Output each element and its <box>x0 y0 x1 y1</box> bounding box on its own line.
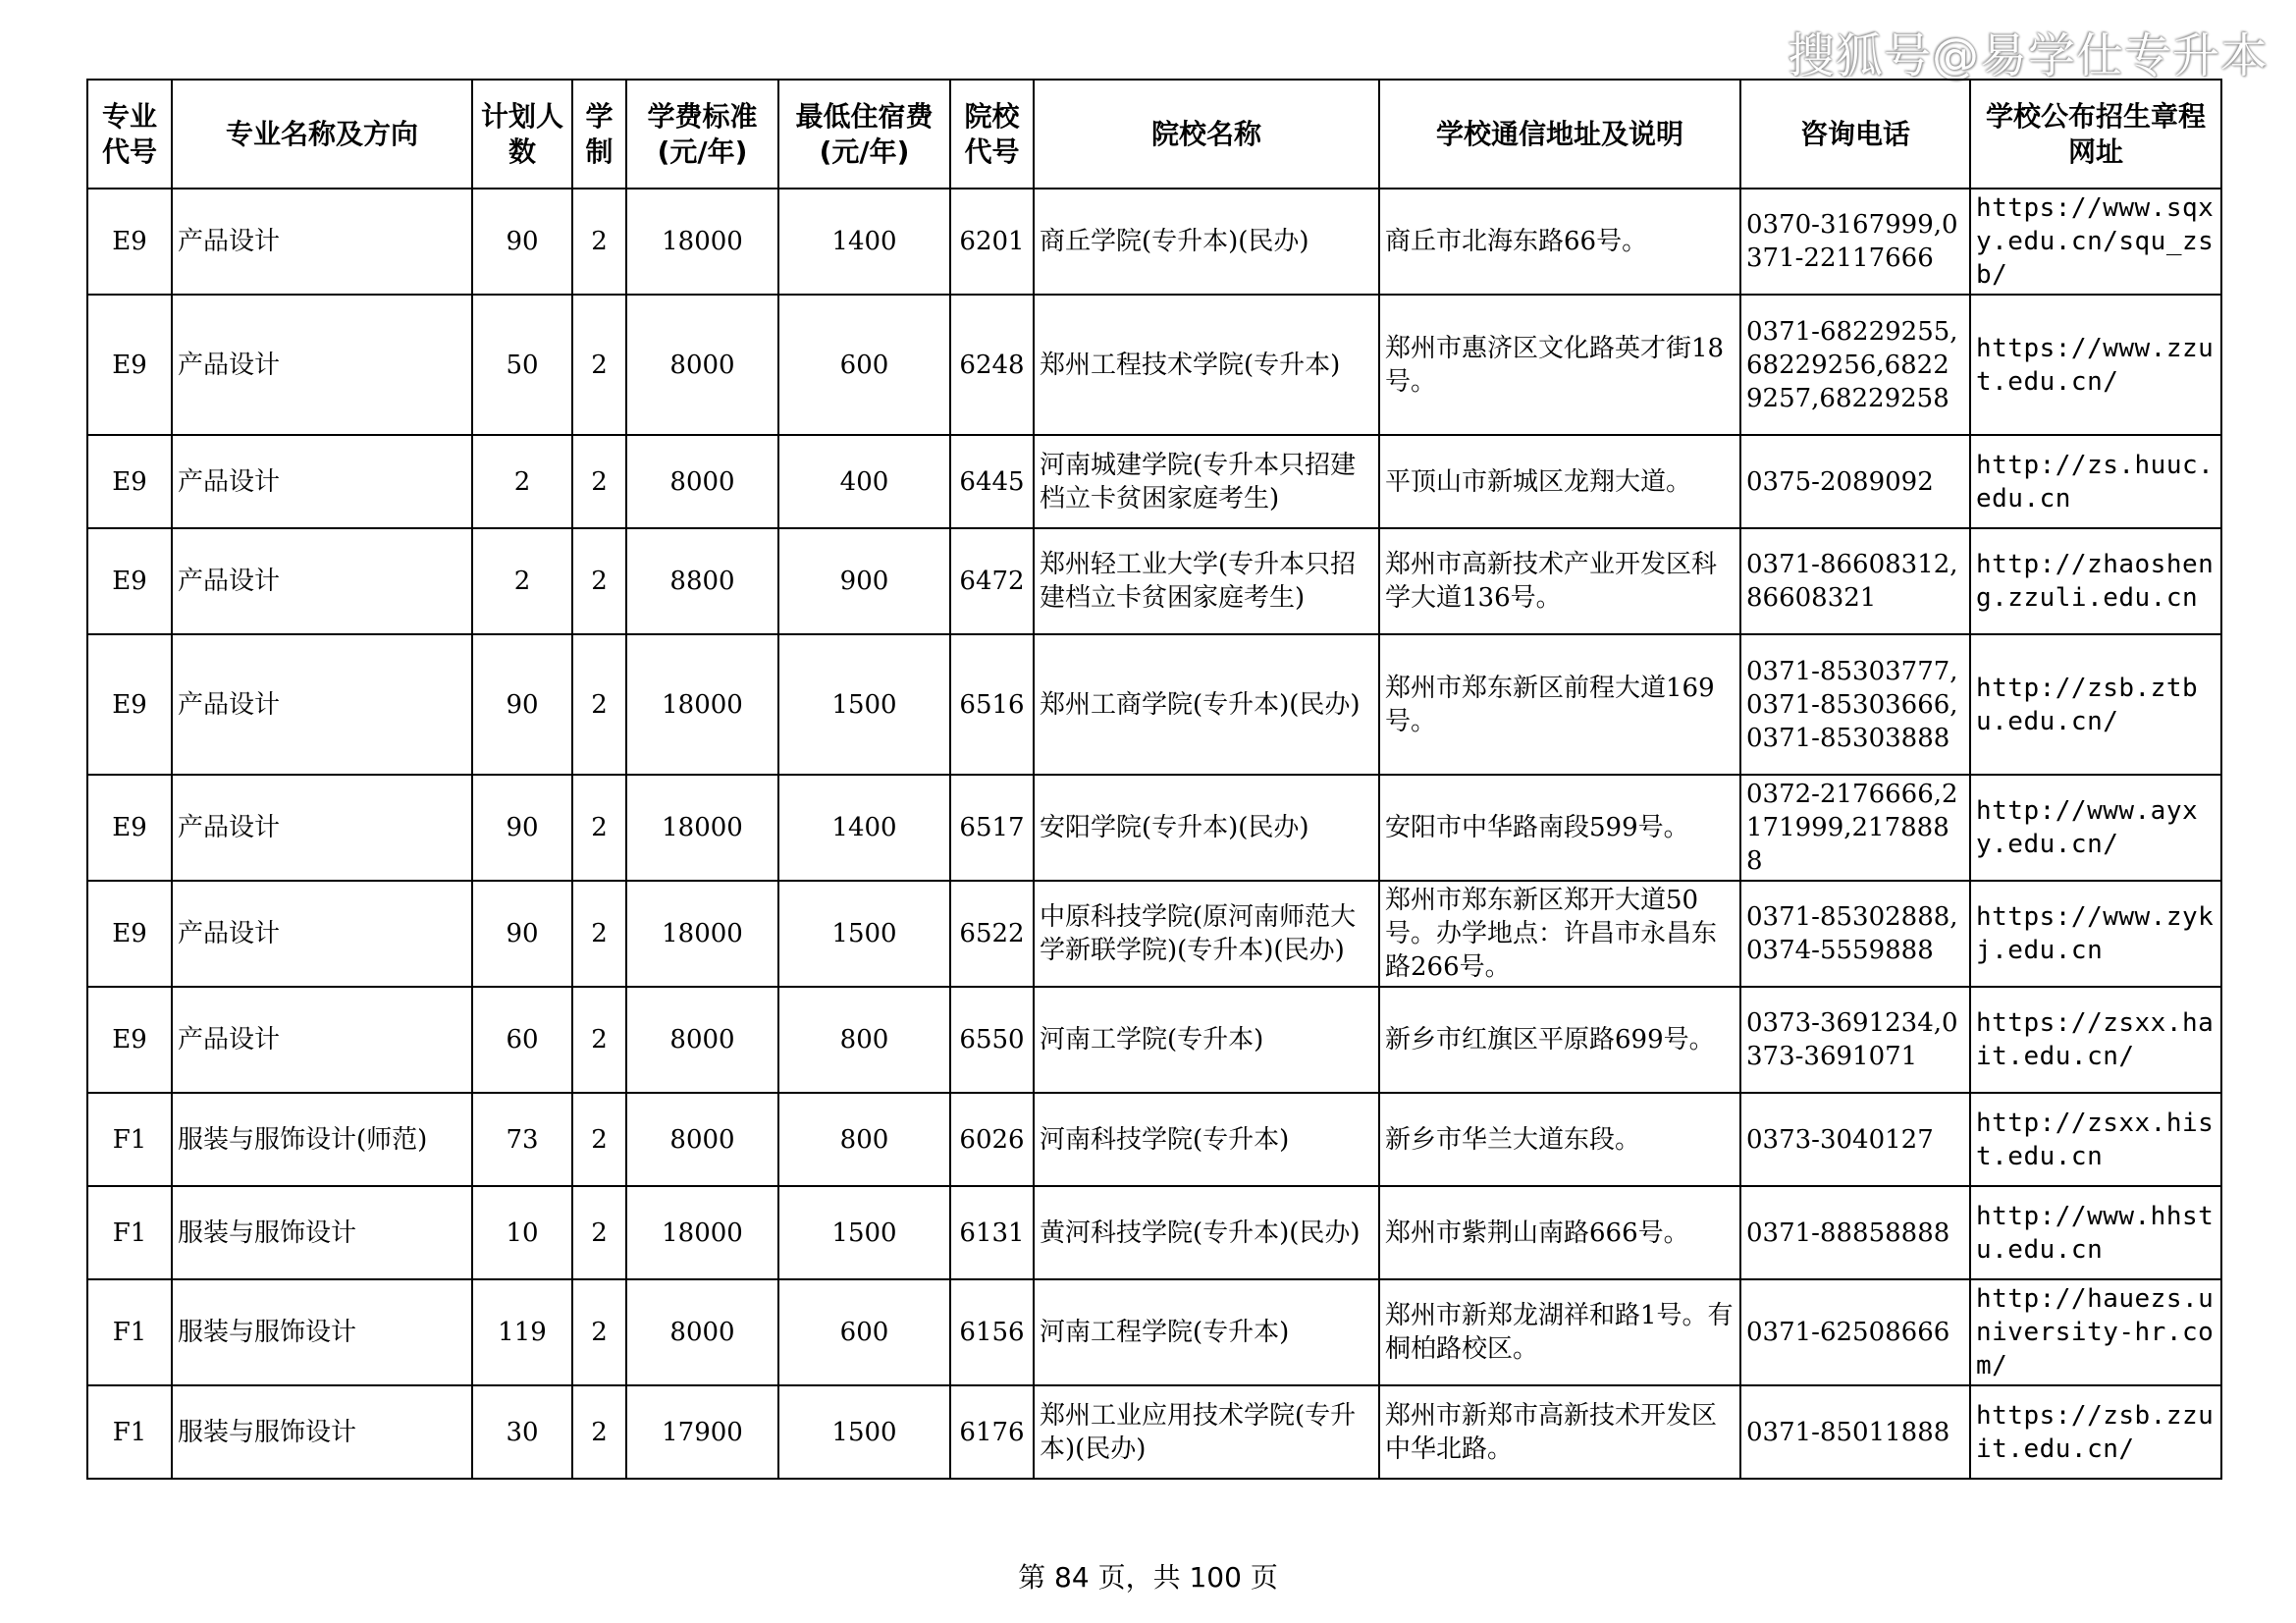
cell-dorm: 1400 <box>778 189 950 295</box>
cell-major: 产品设计 <box>172 528 472 634</box>
cell-url: http://zhaosheng.zzuli.edu.cn <box>1970 528 2221 634</box>
cell-tuition: 18000 <box>626 189 778 295</box>
cell-dorm: 600 <box>778 295 950 435</box>
header-school-code: 院校代号 <box>950 80 1034 189</box>
header-phone: 咨询电话 <box>1740 80 1970 189</box>
cell-address: 平顶山市新城区龙翔大道。 <box>1379 435 1740 528</box>
cell-address: 郑州市紫荆山南路666号。 <box>1379 1186 1740 1279</box>
cell-code: F1 <box>87 1186 172 1279</box>
cell-url: http://zsxx.hist.edu.cn <box>1970 1093 2221 1186</box>
cell-code: E9 <box>87 435 172 528</box>
cell-url: https://www.zykj.edu.cn <box>1970 881 2221 987</box>
cell-years: 2 <box>572 295 626 435</box>
cell-code: E9 <box>87 634 172 775</box>
cell-years: 2 <box>572 1186 626 1279</box>
cell-phone: 0370-3167999,0371-22117666 <box>1740 189 1970 295</box>
cell-school-name: 河南工程学院(专升本) <box>1034 1279 1379 1385</box>
cell-plan: 60 <box>472 987 572 1093</box>
cell-phone: 0373-3040127 <box>1740 1093 1970 1186</box>
table-row <box>87 987 2221 1093</box>
cell-url: http://zsb.ztbu.edu.cn/ <box>1970 634 2221 775</box>
cell-address: 安阳市中华路南段599号。 <box>1379 775 1740 881</box>
cell-code: E9 <box>87 295 172 435</box>
cell-phone: 0371-85302888,0374-5559888 <box>1740 881 1970 987</box>
cell-url: http://zs.huuc.edu.cn <box>1970 435 2221 528</box>
cell-phone: 0371-88858888 <box>1740 1186 1970 1279</box>
cell-address: 郑州市高新技术产业开发区科学大道136号。 <box>1379 528 1740 634</box>
cell-school-code: 6201 <box>950 189 1034 295</box>
cell-years: 2 <box>572 189 626 295</box>
cell-address: 郑州市新郑龙湖祥和路1号。有桐柏路校区。 <box>1379 1279 1740 1385</box>
cell-dorm: 800 <box>778 1093 950 1186</box>
header-plan: 计划人数 <box>472 80 572 189</box>
cell-plan: 73 <box>472 1093 572 1186</box>
cell-school-code: 6517 <box>950 775 1034 881</box>
cell-years: 2 <box>572 634 626 775</box>
cell-plan: 2 <box>472 528 572 634</box>
cell-dorm: 1400 <box>778 775 950 881</box>
table-row <box>87 1093 2221 1186</box>
cell-address: 新乡市红旗区平原路699号。 <box>1379 987 1740 1093</box>
cell-tuition: 8800 <box>626 528 778 634</box>
table-row <box>87 1385 2221 1479</box>
table-header-row <box>87 80 2221 189</box>
cell-code: E9 <box>87 881 172 987</box>
cell-major: 产品设计 <box>172 435 472 528</box>
cell-tuition: 8000 <box>626 1093 778 1186</box>
table-row <box>87 528 2221 634</box>
cell-url: http://hauezs.university-hr.com/ <box>1970 1279 2221 1385</box>
cell-years: 2 <box>572 775 626 881</box>
cell-phone: 0375-2089092 <box>1740 435 1970 528</box>
cell-tuition: 18000 <box>626 881 778 987</box>
cell-url: http://www.ayxy.edu.cn/ <box>1970 775 2221 881</box>
header-dorm: 最低住宿费(元/年) <box>778 80 950 189</box>
cell-years: 2 <box>572 1093 626 1186</box>
table-row <box>87 189 2221 295</box>
cell-major: 产品设计 <box>172 987 472 1093</box>
cell-url: https://zsxx.hait.edu.cn/ <box>1970 987 2221 1093</box>
cell-years: 2 <box>572 1385 626 1479</box>
cell-school-code: 6176 <box>950 1385 1034 1479</box>
cell-school-code: 6522 <box>950 881 1034 987</box>
cell-years: 2 <box>572 987 626 1093</box>
table-body <box>87 189 2221 1479</box>
cell-code: F1 <box>87 1093 172 1186</box>
cell-address: 郑州市郑东新区前程大道169号。 <box>1379 634 1740 775</box>
cell-address: 郑州市新郑市高新技术开发区中华北路。 <box>1379 1385 1740 1479</box>
cell-years: 2 <box>572 528 626 634</box>
cell-plan: 90 <box>472 881 572 987</box>
page-footer: 第 84 页，共 100 页 <box>1018 1561 1278 1594</box>
admissions-table <box>86 79 2222 1480</box>
header-url: 学校公布招生章程网址 <box>1970 80 2221 189</box>
cell-dorm: 400 <box>778 435 950 528</box>
cell-tuition: 17900 <box>626 1385 778 1479</box>
table-row <box>87 295 2221 435</box>
cell-school-name: 中原科技学院(原河南师范大学新联学院)(专升本)(民办) <box>1034 881 1379 987</box>
header-school-name: 院校名称 <box>1034 80 1379 189</box>
header-years: 学制 <box>572 80 626 189</box>
cell-major: 产品设计 <box>172 775 472 881</box>
cell-school-name: 安阳学院(专升本)(民办) <box>1034 775 1379 881</box>
cell-major: 服装与服饰设计 <box>172 1279 472 1385</box>
cell-dorm: 1500 <box>778 634 950 775</box>
cell-phone: 0372-2176666,2171999,2178888 <box>1740 775 1970 881</box>
cell-address: 郑州市郑东新区郑开大道50号。办学地点：许昌市永昌东路266号。 <box>1379 881 1740 987</box>
cell-dorm: 1500 <box>778 1186 950 1279</box>
cell-major: 产品设计 <box>172 634 472 775</box>
cell-tuition: 18000 <box>626 775 778 881</box>
cell-school-name: 郑州工商学院(专升本)(民办) <box>1034 634 1379 775</box>
cell-tuition: 18000 <box>626 1186 778 1279</box>
cell-address: 新乡市华兰大道东段。 <box>1379 1093 1740 1186</box>
cell-phone: 0371-62508666 <box>1740 1279 1970 1385</box>
cell-phone: 0371-86608312,86608321 <box>1740 528 1970 634</box>
cell-school-name: 河南工学院(专升本) <box>1034 987 1379 1093</box>
cell-plan: 90 <box>472 189 572 295</box>
cell-code: E9 <box>87 775 172 881</box>
cell-url: https://www.sqxy.edu.cn/squ_zsb/ <box>1970 189 2221 295</box>
cell-school-code: 6445 <box>950 435 1034 528</box>
cell-phone: 0371-85011888 <box>1740 1385 1970 1479</box>
cell-phone: 0371-68229255,68229256,68229257,68229258 <box>1740 295 1970 435</box>
cell-code: E9 <box>87 528 172 634</box>
cell-school-name: 黄河科技学院(专升本)(民办) <box>1034 1186 1379 1279</box>
cell-tuition: 8000 <box>626 295 778 435</box>
cell-code: E9 <box>87 189 172 295</box>
cell-plan: 90 <box>472 775 572 881</box>
cell-school-code: 6248 <box>950 295 1034 435</box>
cell-major: 产品设计 <box>172 881 472 987</box>
cell-school-name: 河南科技学院(专升本) <box>1034 1093 1379 1186</box>
cell-plan: 90 <box>472 634 572 775</box>
cell-tuition: 8000 <box>626 987 778 1093</box>
table-row <box>87 435 2221 528</box>
table-row <box>87 775 2221 881</box>
cell-plan: 50 <box>472 295 572 435</box>
cell-address: 郑州市惠济区文化路英才街18号。 <box>1379 295 1740 435</box>
cell-url: http://www.hhstu.edu.cn <box>1970 1186 2221 1279</box>
cell-school-name: 郑州工程技术学院(专升本) <box>1034 295 1379 435</box>
cell-school-code: 6550 <box>950 987 1034 1093</box>
cell-major: 产品设计 <box>172 295 472 435</box>
header-code: 专业代号 <box>87 80 172 189</box>
table-row <box>87 1186 2221 1279</box>
cell-tuition: 18000 <box>626 634 778 775</box>
cell-tuition: 8000 <box>626 435 778 528</box>
cell-years: 2 <box>572 1279 626 1385</box>
cell-school-code: 6156 <box>950 1279 1034 1385</box>
header-address: 学校通信地址及说明 <box>1379 80 1740 189</box>
cell-major: 服装与服饰设计 <box>172 1186 472 1279</box>
cell-address: 商丘市北海东路66号。 <box>1379 189 1740 295</box>
cell-years: 2 <box>572 881 626 987</box>
cell-school-name: 郑州工业应用技术学院(专升本)(民办) <box>1034 1385 1379 1479</box>
cell-school-name: 河南城建学院(专升本只招建档立卡贫困家庭考生) <box>1034 435 1379 528</box>
cell-school-code: 6472 <box>950 528 1034 634</box>
watermark-text: 搜狐号@易学仕专升本 <box>1787 28 2269 83</box>
cell-years: 2 <box>572 435 626 528</box>
cell-plan: 119 <box>472 1279 572 1385</box>
cell-tuition: 8000 <box>626 1279 778 1385</box>
cell-school-name: 郑州轻工业大学(专升本只招建档立卡贫困家庭考生) <box>1034 528 1379 634</box>
cell-phone: 0373-3691234,0373-3691071 <box>1740 987 1970 1093</box>
table-row <box>87 634 2221 775</box>
cell-code: F1 <box>87 1385 172 1479</box>
cell-dorm: 900 <box>778 528 950 634</box>
cell-url: https://zsb.zzuit.edu.cn/ <box>1970 1385 2221 1479</box>
cell-plan: 2 <box>472 435 572 528</box>
cell-dorm: 600 <box>778 1279 950 1385</box>
cell-school-name: 商丘学院(专升本)(民办) <box>1034 189 1379 295</box>
table-row <box>87 881 2221 987</box>
cell-dorm: 1500 <box>778 1385 950 1479</box>
header-tuition: 学费标准(元/年) <box>626 80 778 189</box>
cell-major: 服装与服饰设计 <box>172 1385 472 1479</box>
cell-code: E9 <box>87 987 172 1093</box>
table-row <box>87 1279 2221 1385</box>
cell-school-code: 6026 <box>950 1093 1034 1186</box>
cell-dorm: 800 <box>778 987 950 1093</box>
cell-plan: 10 <box>472 1186 572 1279</box>
cell-phone: 0371-85303777,0371-85303666,0371-85303888 <box>1740 634 1970 775</box>
cell-plan: 30 <box>472 1385 572 1479</box>
cell-dorm: 1500 <box>778 881 950 987</box>
cell-school-code: 6131 <box>950 1186 1034 1279</box>
cell-school-code: 6516 <box>950 634 1034 775</box>
header-major: 专业名称及方向 <box>172 80 472 189</box>
cell-major: 产品设计 <box>172 189 472 295</box>
cell-url: https://www.zzut.edu.cn/ <box>1970 295 2221 435</box>
cell-major: 服装与服饰设计(师范) <box>172 1093 472 1186</box>
cell-code: F1 <box>87 1279 172 1385</box>
